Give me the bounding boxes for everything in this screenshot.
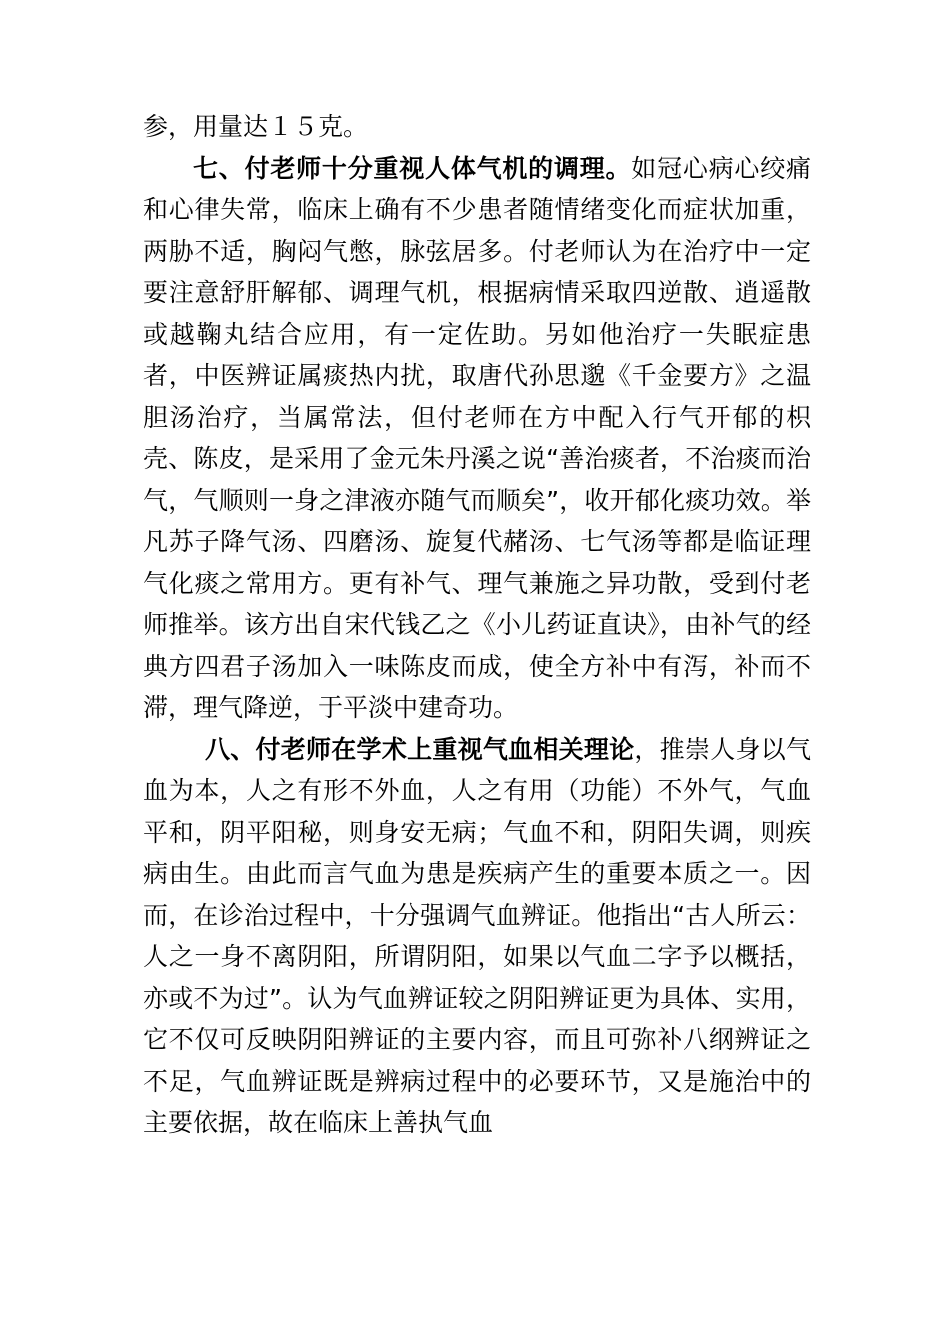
document-body [143,106,811,1144]
paragraph-text: 如冠心病心绞痛和心律失常，临床上确有不少患者随情绪变化而症状加重，两胁不适，胸闷气憋，脉弦居多。付老师认为在治疗中一定要注意舒肝解郁、调理气机，根据病情采取四逆散、逍遥散或越鞠丸结合应用，有一定佐助。另如他治疗一失眠症患者，中医辨证属痰热内扰，取唐代孙思邈《千金要方》之温胆汤治疗，当属常法，但付老师在方中配入行气开郁的枳壳、陈皮，是采用了金元朱丹溪之说“善治痰者，不治痰而治气，气顺则一身之津液亦随气而顺矣”，收开郁化痰功效。举凡苏子降气汤、四磨汤、旋复代赭汤、七气汤等都是临证理气化痰之常用方。更有补气、理气兼施之异功散，受到付老师推举。该方出自宋代钱乙之《小儿药证直诀》，由补气的经典方四君子汤加入一味陈皮而成，使全方补中有泻，补而不滞，理气降逆，于平淡中建奇功。 [143,153,811,722]
paragraph-seven [143,148,811,729]
paragraph-heading: 八、付老师在学术上重视气血相关理论 [205,734,635,764]
paragraph-heading: 七、付老师十分重视人体气机的调理。 [193,153,632,183]
paragraph-text: ，推崇人身以气血为本，人之有形不外血，人之有用（功能）不外气，气血平和，阴平阳秘，则身安无病；气血不和，阴阳失调，则疾病由生。由此而言气血为患是疾病产生的重要本质之一。因而，在诊治过程中，十分强调气血辨证。他指出“古人所云：人之一身不离阴阳，所谓阴阳，如果以气血二字予以概括，亦或不为过”。认为气血辨证较之阴阳辨证更为具体、实用，它不仅可反映阴阳辨证的主要内容，而且可弥补八纲辨证之不足，气血辨证既是辨病过程中的必要环节，又是施治中的主要依据，故在临床上善执气血 [143,734,811,1137]
paragraph-text: 参，用量达１５克。 [143,112,369,141]
paragraph-eight [143,729,811,1144]
paragraph-continuation [143,106,811,148]
